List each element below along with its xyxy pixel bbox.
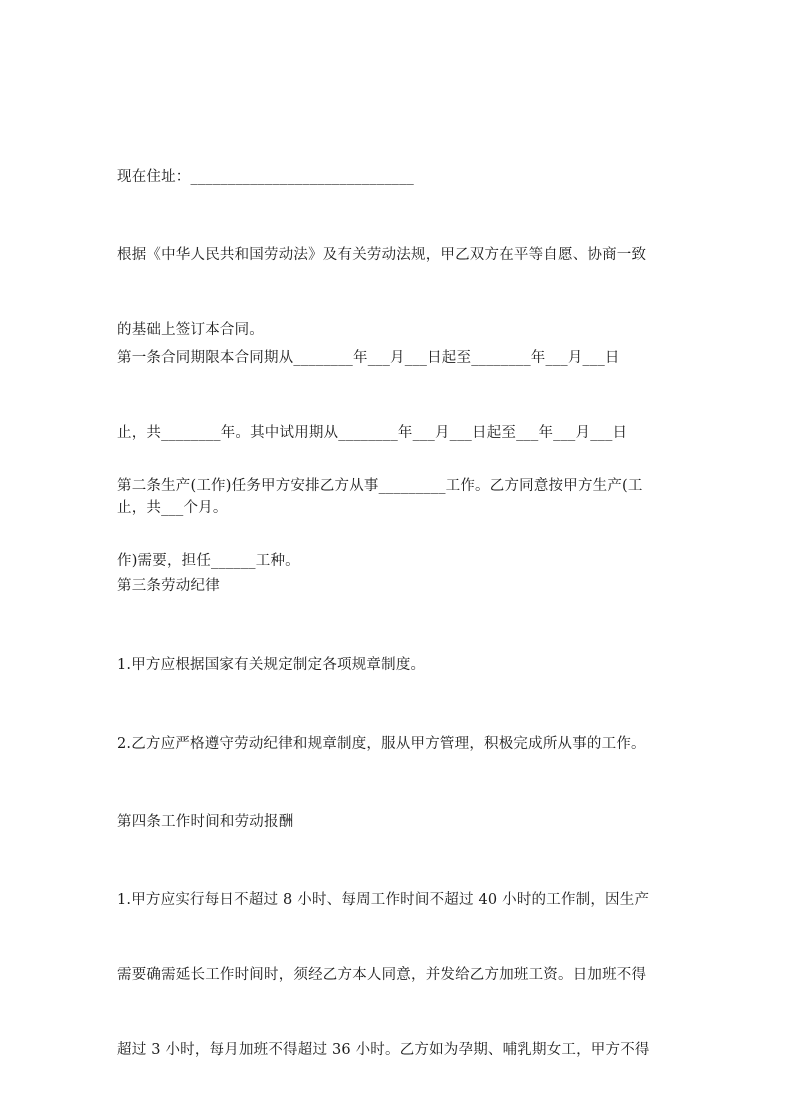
article-4-item-1: 1.甲方应实行每日不超过 8 小时、每周工作时间不超过 40 小时的工作制，因生产 需要确需延长工作时间时，须经乙方本人同意，并发给乙方加班工资。日加班不得 超过 3 小时，每月加班不得超过 36 小时。乙方如为孕期、哺乳期女工，甲方不得 [117, 892, 650, 1058]
article-1-term: 第一条合同期限本合同期从________年___月___日起至________年___月___日 止，共________年。其中试用期从________年___月___日起至___年___月___日 止，共___个月。 [117, 350, 628, 516]
address-line: 现在住址：______________________________ [117, 169, 414, 185]
article-3-item-2: 2.乙方应严格遵守劳动纪律和规章制度，服从甲方管理，积极完成所从事的工作。 [117, 736, 646, 752]
article-2-task: 第二条生产(工作)任务甲方安排乙方从事_________工作。乙方同意按甲方生产(工 作)需要，担任______工种。 [117, 478, 643, 569]
intro-paragraph: 根据《中华人民共和国劳动法》及有关劳动法规，甲乙双方在平等自愿、协商一致 的基础上签订本合同。 [117, 247, 647, 338]
article-3-title: 第三条劳动纪律 [117, 578, 220, 594]
article-3-item-1: 1.甲方应根据国家有关规定制定各项规章制度。 [117, 657, 426, 673]
article-4-title: 第四条工作时间和劳动报酬 [117, 814, 294, 830]
